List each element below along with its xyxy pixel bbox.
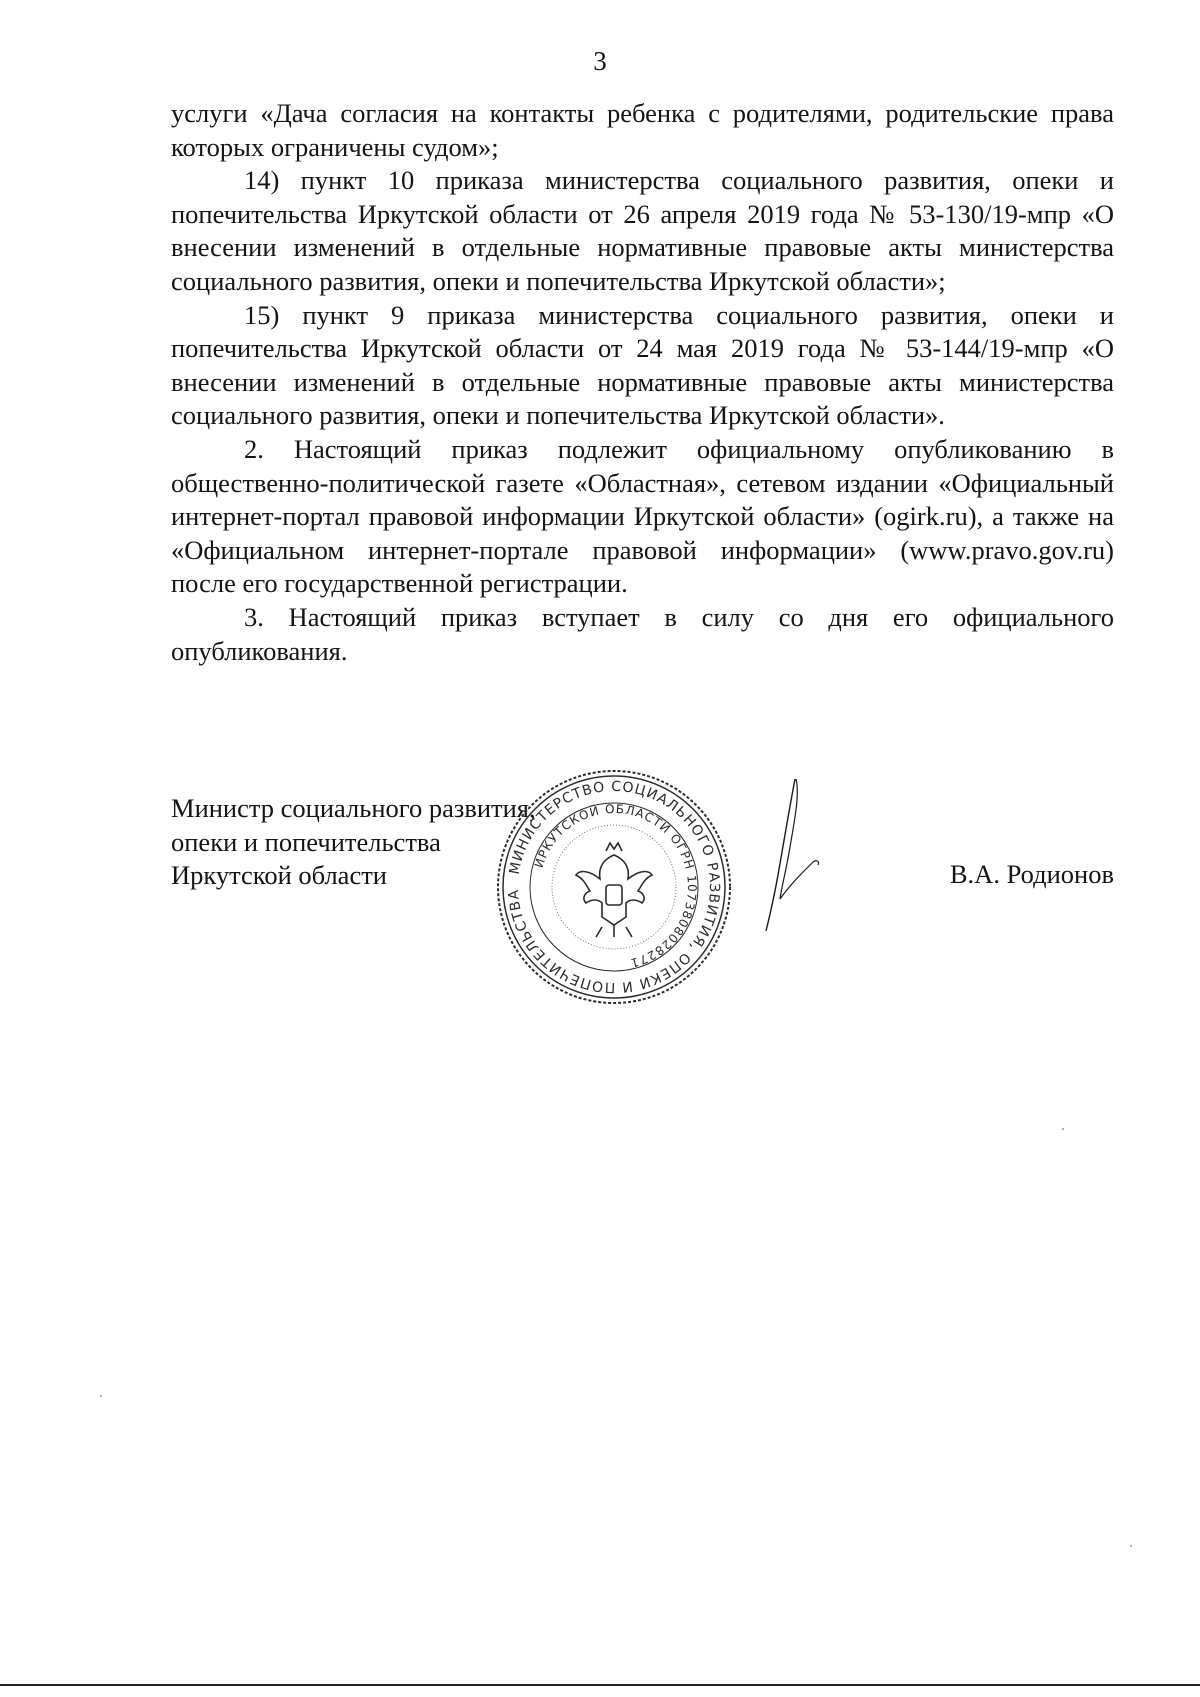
signatory-title-line: Министр социального развития,	[171, 793, 536, 823]
official-seal	[494, 767, 734, 1007]
signatory-name: В.А. Родионов	[949, 859, 1114, 889]
svg-text:ИРКУТСКОЙ ОБЛАСТИ ОГРН 1073808: ИРКУТСКОЙ ОБЛАСТИ ОГРН 1073808028271	[531, 801, 700, 971]
signatory-title-line: опеки и попечительства	[171, 826, 441, 857]
paragraph-effective-date: 3. Настоящий приказ вступает в силу со дня его официального опубликования.	[171, 601, 1114, 666]
paragraph-item-15: 15) пункт 9 приказа министерства социального развития, опеки и попечительства Иркутской области от 24 мая 2019 года № 53-144/19-мпр «О внесении изменений в отдельные нормативные правовые акты министерства социального развития, опеки и попечительства Иркутской области».	[171, 299, 1114, 431]
signatory-title	[171, 792, 536, 893]
scan-speck	[100, 1395, 102, 1397]
scan-speck	[1062, 1128, 1064, 1130]
paragraph-publication: 2. Настоящий приказ подлежит официальному опубликованию в общественно-политической газете «Областная», сетевом издании «Официальный интернет-портал правовой информации Иркутской области» (ogirk.ru), а также на «Официальном интернет-портале правовой информации» (www.pravo.gov.ru) после его государственной регистрации.	[171, 433, 1114, 599]
document-body	[171, 97, 1114, 668]
svg-text:МИНИСТЕРСТВО СОЦИАЛЬНОГО РАЗВИ: МИНИСТЕРСТВО СОЦИАЛЬНОГО РАЗВИТИЯ, ОПЕКИ И ПОПЕЧИТЕЛЬСТВА	[505, 778, 723, 996]
handwritten-signature	[760, 775, 830, 935]
page-number: 3	[593, 46, 607, 76]
bottom-scan-edge	[0, 1684, 1200, 1686]
signatory-title-line: Иркутской области	[171, 860, 387, 891]
scan-speck	[1130, 1545, 1132, 1547]
eagle-emblem-icon	[576, 843, 652, 937]
paragraph-continuation: услуги «Дача согласия на контакты ребенка с родителями, родительские права которых ограничены судом»;	[171, 98, 1114, 162]
paragraph-item-14: 14) пункт 10 приказа министерства социального развития, опеки и попечительства Иркутской области от 26 апреля 2019 года № 53-130/19-мпр «О внесении изменений в отдельные нормативные правовые акты министерства социального развития, опеки и попечительства Иркутской области»;	[171, 165, 1114, 296]
